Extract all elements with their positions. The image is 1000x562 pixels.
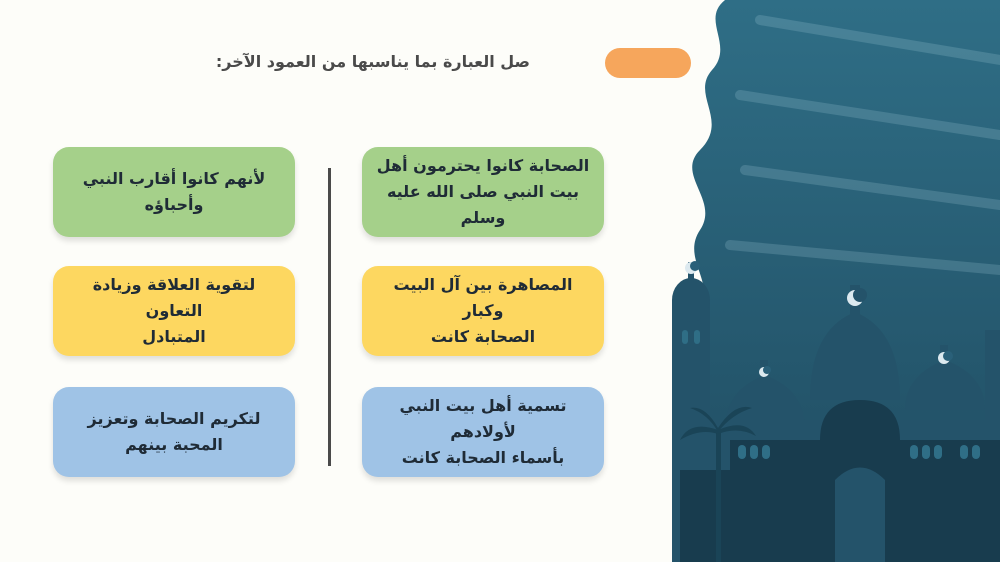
accent-pill bbox=[605, 48, 691, 78]
reason-card-2[interactable] bbox=[53, 266, 295, 356]
card-line: لتكريم الصحابة وتعزيز bbox=[87, 409, 261, 428]
column-divider bbox=[328, 168, 331, 466]
card-line: لأنهم كانوا أقارب النبي bbox=[82, 169, 266, 188]
reason-card-1[interactable] bbox=[53, 147, 295, 237]
card-line: بأسماء الصحابة كانت bbox=[401, 448, 565, 467]
statement-card-2[interactable] bbox=[362, 266, 604, 356]
reason-card-3[interactable] bbox=[53, 387, 295, 477]
card-line: بيت النبي صلى الله عليه وسلم bbox=[386, 182, 580, 227]
card-line: المتبادل bbox=[142, 327, 206, 346]
card-line: لتقوية العلاقة وزيادة التعاون bbox=[92, 275, 256, 320]
card-line: الصحابة كانوا يحترمون أهل bbox=[376, 156, 590, 175]
instruction-title: صل العبارة بما يناسبها من العمود الآخر: bbox=[215, 52, 530, 71]
card-line: الصحابة كانت bbox=[430, 327, 536, 346]
card-line: المصاهرة بين آل البيت وكبار bbox=[393, 275, 573, 320]
statement-card-3[interactable] bbox=[362, 387, 604, 477]
card-line: تسمية أهل بيت النبي لأولادهم bbox=[399, 396, 567, 441]
card-line: المحبة بينهم bbox=[125, 435, 223, 454]
card-line: وأحباؤه bbox=[144, 195, 204, 214]
statement-card-1[interactable] bbox=[362, 147, 604, 237]
